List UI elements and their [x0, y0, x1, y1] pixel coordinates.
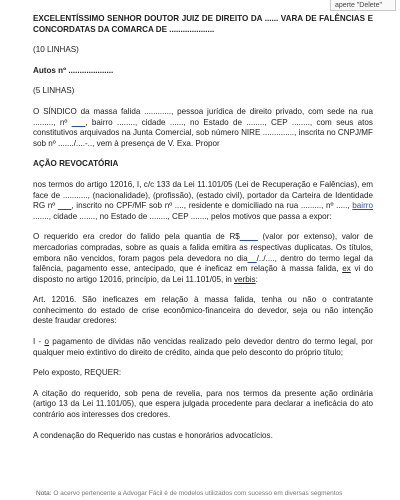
placeholder-link[interactable]: ____ [239, 232, 258, 242]
inciso-paragraph [33, 337, 373, 358]
intro-text-2: , bairro ........, cidade ......, no Estado de ........, CEP ........, com seus atos constitutivos arquivados na Junta Comercial, sob número NIRE .............., inscrita no CNPJ/MF sob nº ......./....-.., vem à presença de V. Exa. Propor [33, 117, 373, 148]
article-text-2: , inscrito no CPF/MF sob nº ...., residente e domiciliado na rua ........., nº ....., [71, 201, 353, 211]
article-text-3: ......., cidade ......., no Estado de ........, CEP ......., pelos motivos que passa a expor: [33, 211, 332, 221]
creditor-text-3: /../...., dentro do termo legal da falência, pagamento esse, antecipado, que é ineficaz em relação à massa falida, [33, 253, 373, 274]
creditor-text-5: : [255, 274, 258, 284]
citation-paragraph: A citação do requerido, sob pena de revelia, para nos termos da presente ação ordinária (artigo 13 da Lei 11.101/05), que espera julgada procedente para declarar a ineficácia do ato contrário aos interesses dos credores. [33, 388, 373, 420]
creditor-text-1: O requerido era credor do falido pela quantia de R$ [33, 232, 240, 242]
creditor-underlined-1: ex [342, 264, 351, 274]
intro-text-1: O SÍNDICO da massa falida ............, pessoa jurídica de direito privado, com sede na rua ........., nº [33, 106, 373, 127]
article-paragraph [33, 180, 373, 222]
bairro-link[interactable]: bairro [352, 201, 373, 211]
law-article-quote: Art. 12016. São ineficazes em relação à massa falida, tenha ou não o contratante conhecimento do estado de crise econômico-financeira do devedor, seja ou não intenção deste fraudar credores: [33, 295, 373, 326]
creditor-text-4: vi do disposto no artigo 12016, princípio, da Lei 11.101/05, in [33, 264, 373, 284]
placeholder-link[interactable]: __ [247, 253, 257, 263]
spacing-note-5: (5 LINHAS) [33, 86, 75, 96]
inciso-text-2: pagamento de dívidas não vencidas realizado pelo devedor dentro do termo legal, por qualquer meio extintivo do direito de crédito, ainda que pelo desconto do próprio título; [33, 337, 373, 357]
footer-note [0, 488, 400, 500]
spacing-note-10: (10 LINHAS) [33, 45, 79, 55]
creditor-paragraph [33, 232, 373, 285]
inciso-text-1: I - [33, 337, 45, 347]
petition-header: EXCELENTÍSSIMO SENHOR DOUTOR JUIZ DE DIREITO DA ...... VARA DE FALÊNCIAS E CONCORDATAS DA COMARCA DE .................... [33, 14, 373, 34]
footer-label: Nota: [36, 490, 52, 497]
article-text-1: nos termos do artigo 12016, I, c/c 133 da Lei 11.101/05 (Lei de Recuperação e Falências), em face de ..........., (nacionalidade), (profissão), (estado civil), portador da Carteira de Identidade RG nº [33, 179, 373, 211]
case-number: Autos nº .................... [33, 65, 114, 75]
section-title: AÇÃO REVOCATÓRIA [33, 159, 119, 169]
placeholder-link[interactable]: ___ [71, 117, 86, 127]
placeholder-link[interactable]: ___ [57, 201, 72, 211]
footer-text: O acervo pertencente a Advogar Fácil é de modelos utilizados com sucesso em diversas segmentos [51, 490, 343, 497]
delete-hint: aperte "Delete" [330, 0, 396, 11]
creditor-text-2: (valor por extenso), valor de mercadorias compradas, sobre as quais a falida emitira as respectivas duplicatas. Os títulos, embora não vencidos, foram pagos pela devedora no dia [33, 232, 373, 263]
inciso-underlined: o [44, 337, 49, 347]
request-heading: Pelo exposto, REQUER: [33, 368, 122, 378]
document-body [33, 14, 373, 451]
creditor-underlined-2: verbis [234, 274, 256, 284]
top-bar [0, 0, 400, 14]
condemnation-paragraph: A condenação do Requerido nas custas e honorários advocatícios. [33, 430, 273, 440]
intro-paragraph [33, 107, 373, 149]
